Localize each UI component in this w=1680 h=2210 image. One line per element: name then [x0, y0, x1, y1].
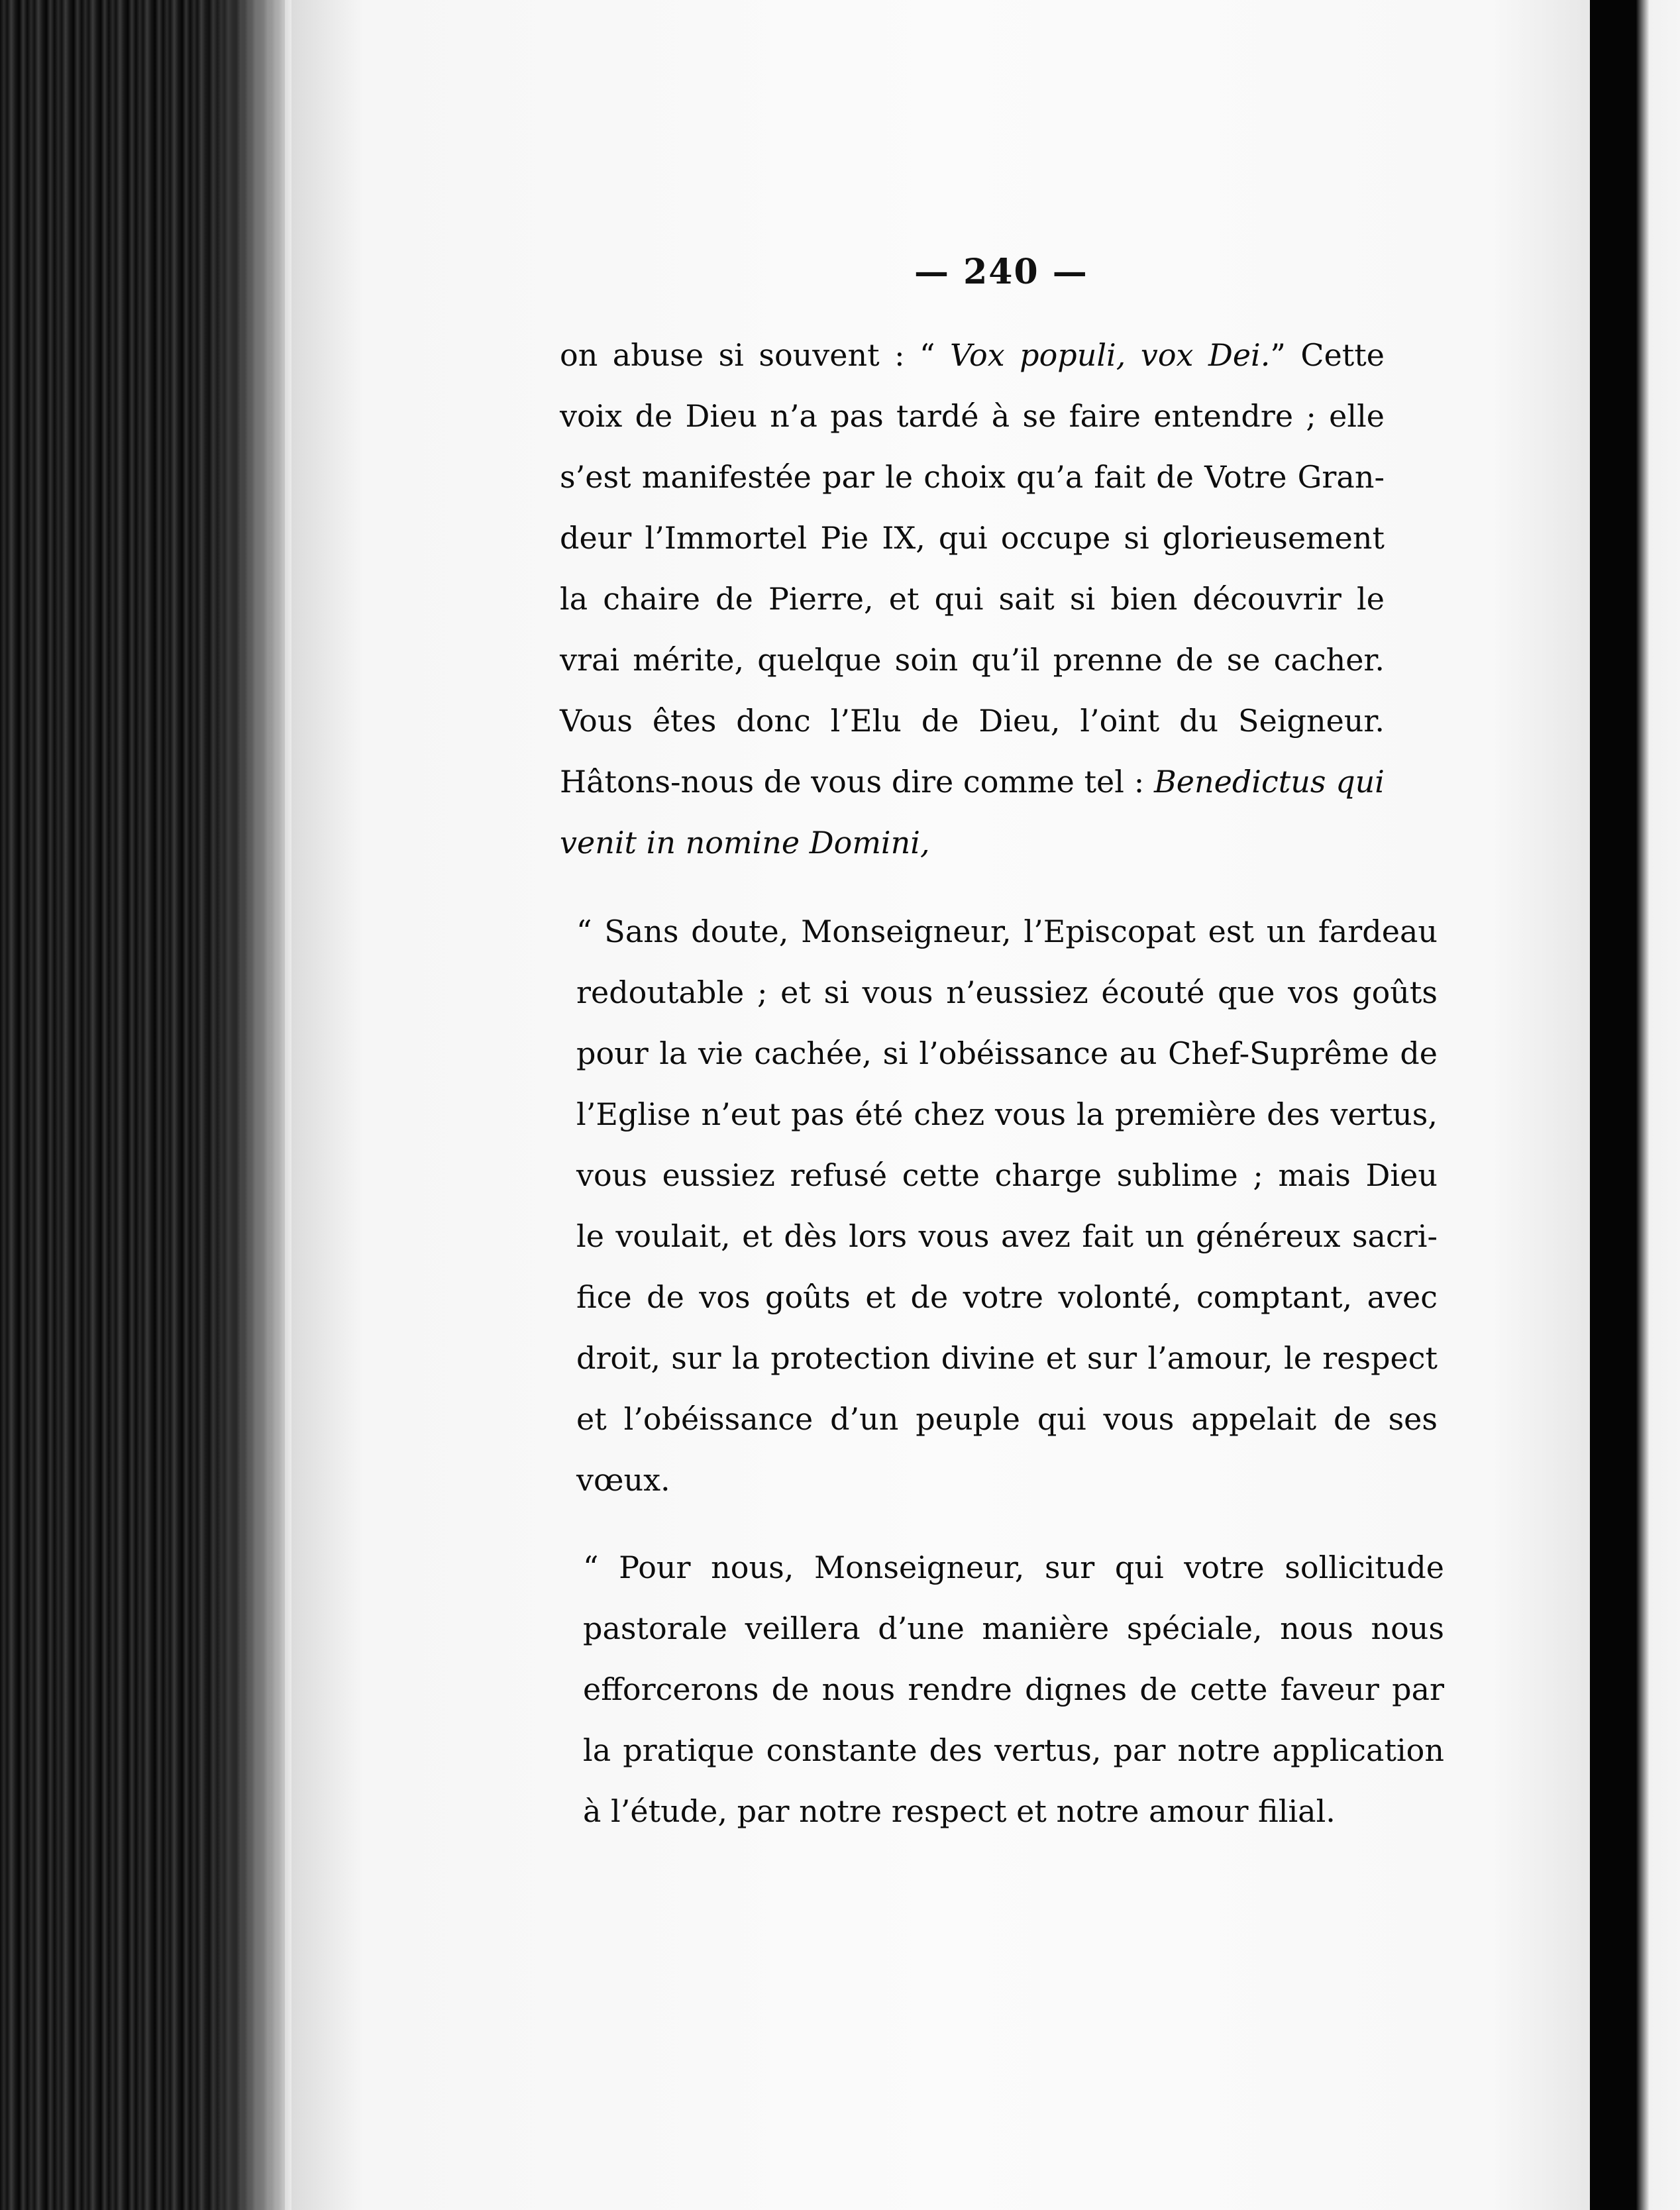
text-segment: droit, sur la protection divine et sur l’amour, le respect	[576, 1340, 1438, 1376]
page-number: — 240 —	[914, 252, 1088, 292]
text-segment: “ Pour nous, Monseigneur, sur qui votre sollicitude	[583, 1550, 1444, 1585]
text-line	[560, 447, 1385, 507]
text-line	[583, 1781, 1444, 1842]
text-segment: le voulait, et dès lors vous avez fait un généreux sacri-	[576, 1218, 1438, 1254]
italic-segment: Vox populi, vox Dei.	[950, 337, 1271, 373]
text-line	[576, 1023, 1438, 1084]
text-segment: efforcerons de nous rendre dignes de cette faveur par	[583, 1671, 1444, 1707]
text-line	[576, 1449, 1438, 1510]
text-segment: Vous êtes donc l’Elu de Dieu, l’oint du Seigneur.	[560, 703, 1385, 739]
italic-segment: venit in nomine Domini,	[560, 825, 930, 861]
text-segment: pastorale veillera d’une manière spéciale, nous nous	[583, 1610, 1444, 1646]
paragraph-1	[560, 325, 1385, 873]
text-line	[560, 690, 1385, 751]
text-line	[583, 1598, 1444, 1659]
text-segment: fice de vos goûts et de votre volonté, comptant, avec	[576, 1279, 1438, 1315]
text-segment: pour la vie cachée, si l’obéissance au Chef-Suprême de	[576, 1035, 1438, 1071]
text-line	[560, 568, 1385, 629]
text-line	[583, 1659, 1444, 1720]
text-segment: s’est manifestée par le choix qu’a fait de Votre Gran-	[560, 459, 1385, 495]
text-line	[560, 386, 1385, 447]
text-line	[560, 751, 1385, 812]
text-segment: la pratique constante des vertus, par notre application	[583, 1732, 1444, 1768]
text-segment: on abuse si souvent : “	[560, 337, 951, 373]
text-segment: deur l’Immortel Pie IX, qui occupe si glorieusement	[560, 520, 1385, 556]
text-line	[576, 1389, 1438, 1449]
text-line	[560, 629, 1385, 690]
text-segment: voix de Dieu n’a pas tardé à se faire entendre ; elle	[560, 398, 1385, 434]
text-line	[560, 507, 1385, 568]
text-segment: “ Sans doute, Monseigneur, l’Episcopat est un fardeau	[576, 914, 1438, 949]
text-line	[576, 1084, 1438, 1145]
text-line	[576, 962, 1438, 1023]
text-line	[576, 1328, 1438, 1389]
text-segment: vrai mérite, quelque soin qu’il prenne de se cacher.	[560, 642, 1385, 678]
text-line	[576, 901, 1438, 962]
italic-segment: Benedictus qui	[1153, 764, 1385, 800]
text-line	[576, 1206, 1438, 1267]
text-segment: et l’obéissance d’un peuple qui vous appelait de ses	[576, 1401, 1438, 1437]
text-segment: la chaire de Pierre, et qui sait si bien découvrir le	[560, 581, 1385, 617]
paragraph-3	[583, 1537, 1444, 1842]
text-line	[576, 1267, 1438, 1328]
text-line	[560, 812, 1385, 873]
text-segment: vœux.	[576, 1462, 670, 1498]
text-line	[560, 325, 1385, 386]
text-line	[583, 1720, 1444, 1781]
text-segment: Hâtons-nous de vous dire comme tel :	[560, 764, 1154, 800]
right-facing-page-strip	[1636, 0, 1680, 2210]
paragraph-2	[576, 901, 1438, 1510]
text-segment: redoutable ; et si vous n’eussiez écouté que vos goûts	[576, 974, 1438, 1010]
text-segment: à l’étude, par notre respect et notre amour filial.	[583, 1793, 1336, 1829]
text-line	[576, 1145, 1438, 1206]
text-line	[583, 1537, 1444, 1598]
gutter-shadow	[199, 0, 291, 2210]
text-segment: ” Cette	[1270, 337, 1385, 373]
text-segment: vous eussiez refusé cette charge sublime ; mais Dieu	[576, 1157, 1438, 1193]
text-segment: l’Eglise n’eut pas été chez vous la première des vertus,	[576, 1096, 1438, 1132]
